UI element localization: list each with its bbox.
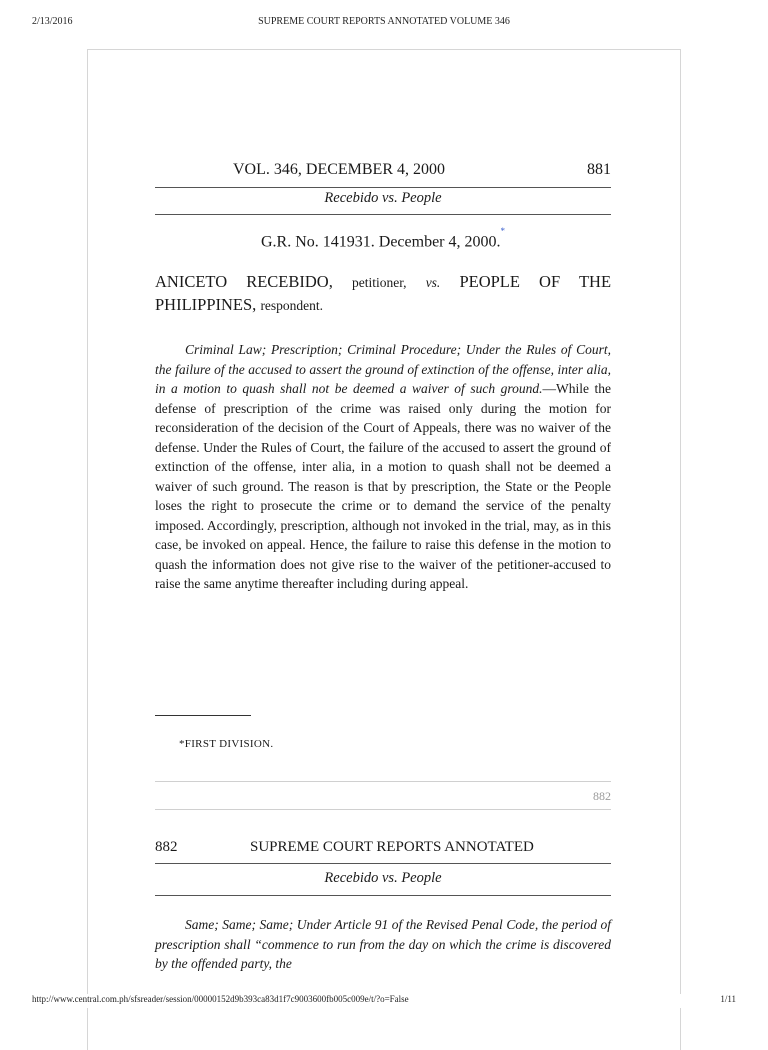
document-page: [87, 49, 681, 1050]
header-rule: [155, 863, 611, 864]
header-rule: [155, 187, 611, 188]
print-page-count: 1/11: [720, 994, 736, 1004]
respondent-role: respondent.: [260, 298, 324, 313]
page-header: [155, 161, 611, 183]
syllabus-text: —While the defense of prescription of the crime was raised only during the motion for reconsideration of the decision of the Court of Appeals, there was no waiver of the defense. Under the Rules of Court, the failure of the accused to assert the ground of extinction of the offense, inter alia, in a motion to quash shall not be deemed a waiver of such ground. The reason is that by prescription, the State or the People loses the right to prosecute the crime or to demand the service of the penalty imposed. Accordingly, prescription, although not invoked in the trial, may, as in this case, be invoked on appeal. Hence, the failure to raise this defense in the motion to quash the information does not give rise to the waiver of the petitioner-accused to raise the same anytime thereafter including during appeal.: [155, 381, 611, 591]
footnote-rule: [155, 715, 251, 716]
running-title: Recebido vs. People: [324, 870, 442, 886]
page-divider: [155, 781, 611, 782]
petitioner-role: petitioner,: [351, 275, 407, 290]
footnote-link[interactable]: *: [500, 226, 505, 236]
next-page-marker: 882: [593, 789, 611, 803]
case-parties: [155, 271, 611, 317]
gr-number-text: G.R. No. 141931. December 4, 2000.: [260, 233, 501, 251]
petitioner-name: ANICETO RECEBIDO,: [155, 272, 333, 291]
versus: vs.: [425, 275, 441, 290]
respondent-name: PEOPLE OF THE PHILIPPINES,: [155, 272, 612, 314]
page-number: 882: [155, 839, 178, 855]
print-date: 2/13/2016: [32, 16, 73, 27]
syllabus-keywords: Criminal Law; Prescription; Criminal Procedure; Under the Rules of Court, the failure of the accused to assert the ground of extinction of the offense, inter alia, in a motion to quash shall not be deemed a waiver of such ground.: [155, 342, 611, 396]
syllabus-paragraph: Same; Same; Same; Under Article 91 of the Revised Penal Code, the period of prescription shall “commence to run from the day on which the crime is discovered by the offended party, the: [155, 917, 611, 971]
page-divider: [155, 809, 611, 810]
print-title: SUPREME COURT REPORTS ANNOTATED VOLUME 346: [258, 16, 510, 27]
footnote: *FIRST DIVISION.: [179, 738, 274, 750]
print-url: http://www.central.com.ph/sfsreader/session/00000152d9b393ca83d1f7c9003600fb005c009e/t/?o=False: [32, 994, 409, 1004]
browser-print-header: [32, 16, 736, 30]
header-rule: [155, 895, 611, 896]
reporter-title: SUPREME COURT REPORTS ANNOTATED: [250, 839, 534, 855]
header-rule: [155, 214, 611, 215]
page-header: [155, 839, 611, 859]
syllabus-paragraph: [155, 340, 611, 594]
case-number: [155, 226, 611, 251]
browser-print-footer: [32, 994, 736, 1008]
running-title: Recebido vs. People: [324, 190, 442, 206]
page-number: 881: [587, 161, 611, 178]
volume-line: VOL. 346, DECEMBER 4, 2000: [233, 161, 445, 178]
